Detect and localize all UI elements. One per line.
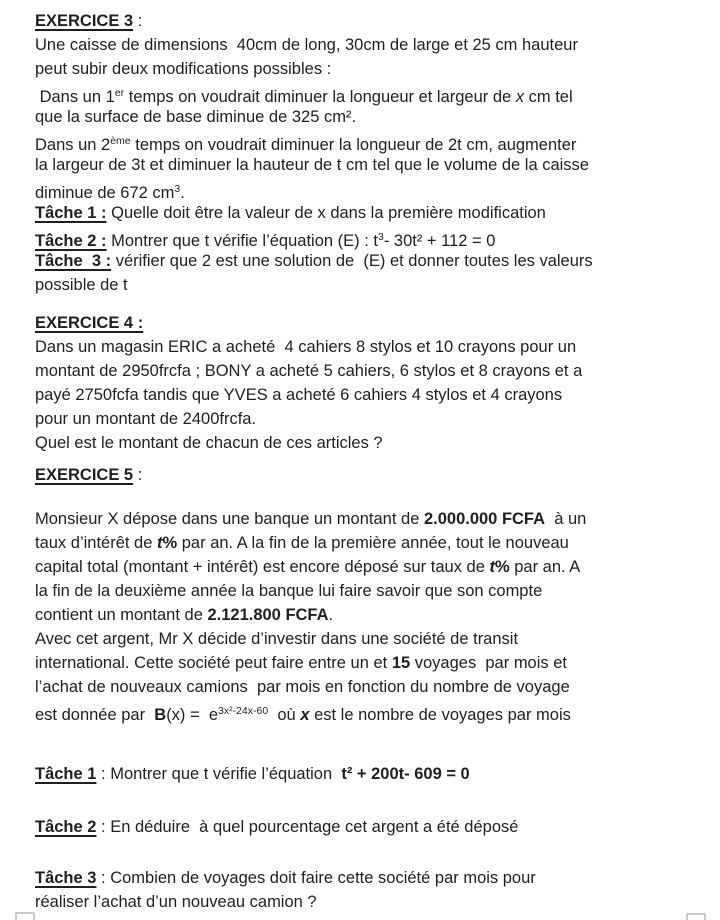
- text-segment: pour un montant de 2400frcfa.: [35, 410, 257, 428]
- exercice-4-heading: [35, 311, 714, 335]
- text-segment: .: [328, 606, 334, 624]
- text-segment: temps on voudrait diminuer la longueur et largeur de: [124, 88, 516, 106]
- text-segment: 3: [377, 231, 384, 243]
- text-segment: temps on voudrait diminuer la longueur de 2t cm, augmenter: [130, 136, 577, 154]
- text-segment: à un: [545, 510, 587, 528]
- text-segment: Tâche 2: [35, 818, 97, 836]
- text-segment: Monsieur X dépose dans une banque un montant de: [35, 510, 424, 528]
- body-line: [35, 81, 714, 105]
- text-segment: peut subir deux modifications possibles :: [35, 60, 332, 78]
- text-segment: - 30t² + 112 = 0: [383, 232, 496, 250]
- text-segment: cm tel: [524, 88, 573, 106]
- body-line: [35, 407, 714, 431]
- text-segment: la largeur de 3t et diminuer la hauteur de t cm tel que le volume de la caisse: [35, 156, 589, 174]
- exercice-4-section: [35, 311, 714, 455]
- text-segment: voyages par mois et: [410, 654, 567, 672]
- text-segment: est donnée par: [35, 706, 155, 724]
- text-segment: que la surface de base diminue de 325 cm².: [35, 108, 357, 126]
- body-line: [35, 699, 714, 723]
- text-segment: capital total (montant + intérêt) est encore déposé sur taux de: [35, 558, 490, 576]
- text-segment: vérifier que 2 est une solution de (E) et donner toutes les valeurs: [111, 252, 593, 270]
- text-segment: x: [515, 88, 525, 106]
- tache-1-line: [35, 201, 714, 225]
- text-segment: t² + 200t- 609 = 0: [341, 765, 470, 783]
- text-segment: .: [180, 184, 185, 202]
- text-segment: Dans un 2: [35, 136, 111, 154]
- body-line: [35, 383, 714, 407]
- body-line: [35, 531, 714, 555]
- next-page-box-artifact-left: [15, 912, 35, 920]
- exercice-5-heading: [35, 463, 714, 487]
- exercice-3-heading: [35, 9, 714, 33]
- text-segment: par an. A la fin de la première année, tout le nouveau: [177, 534, 569, 552]
- text-segment: Dans un magasin ERIC a acheté 4 cahiers 8 stylos et 10 crayons pour un: [35, 338, 577, 356]
- body-line: [35, 627, 714, 651]
- body-line: [35, 555, 714, 579]
- body-line: [35, 177, 714, 201]
- text-segment: où: [268, 706, 301, 724]
- text-segment: 3: [174, 183, 181, 195]
- body-line: [35, 153, 714, 177]
- text-segment: t: [489, 558, 495, 576]
- text-segment: %: [162, 534, 178, 552]
- body-line: [35, 129, 714, 153]
- body-line: [35, 603, 714, 627]
- text-segment: payé 2750fcfa tandis que YVES a acheté 6 cahiers 4 stylos et 4 crayons: [35, 386, 563, 404]
- text-segment: 15: [391, 654, 411, 672]
- text-segment: 2.121.800 FCFA: [207, 606, 329, 624]
- text-segment: EXERCICE 3: [35, 12, 134, 30]
- text-segment: er: [114, 87, 125, 99]
- tache-1-line: [35, 762, 714, 786]
- text-segment: B: [154, 706, 167, 724]
- text-segment: : Combien de voyages doit faire cette société par mois pour: [96, 869, 536, 887]
- tache-2-line: [35, 815, 714, 839]
- text-segment: : Montrer que t vérifie l’équation: [96, 765, 342, 783]
- body-line: [35, 359, 714, 383]
- text-segment: x: [300, 706, 310, 724]
- text-segment: contient un montant de: [35, 606, 208, 624]
- body-line: [35, 651, 714, 675]
- tache-3-line: [35, 249, 714, 273]
- body-line: [35, 335, 714, 359]
- text-segment: Dans un 1: [35, 88, 115, 106]
- text-segment: ème: [110, 135, 131, 147]
- text-segment: Quel est le montant de chacun de ces articles ?: [35, 434, 383, 452]
- text-segment: Quelle doit être la valeur de x dans la première modification: [106, 204, 546, 222]
- text-segment: %: [494, 558, 510, 576]
- text-segment: 3x²-24x-60: [218, 705, 269, 717]
- exercice-3-section: [35, 9, 714, 297]
- text-segment: international. Cette société peut faire entre un et: [35, 654, 392, 672]
- body-line: [35, 33, 714, 57]
- text-segment: :: [133, 466, 143, 484]
- text-segment: Tâche 2 :: [35, 232, 107, 250]
- text-segment: Tâche 3: [35, 869, 97, 887]
- body-line: [35, 57, 714, 81]
- text-segment: est le nombre de voyages par mois: [309, 706, 571, 724]
- body-line: [35, 507, 714, 531]
- body-line: [35, 431, 714, 455]
- tache-2-line: [35, 225, 714, 249]
- text-segment: réaliser l’achat d’un nouveau camion ?: [35, 893, 317, 911]
- body-line: [35, 675, 714, 699]
- text-segment: possible de t: [35, 276, 128, 294]
- text-segment: Une caisse de dimensions 40cm de long, 30cm de large et 25 cm hauteur: [35, 36, 578, 54]
- body-line: [35, 105, 714, 129]
- text-segment: EXERCICE 5: [35, 466, 134, 484]
- text-segment: taux d’intérêt de: [35, 534, 157, 552]
- text-segment: la fin de la deuxième année la banque lui faire savoir que son compte: [35, 582, 543, 600]
- text-segment: par an. A: [509, 558, 581, 576]
- text-segment: : En déduire à quel pourcentage cet argent a été déposé: [96, 818, 519, 836]
- text-segment: (x) = e: [166, 706, 218, 724]
- body-line: [35, 273, 714, 297]
- text-segment: EXERCICE 4 :: [35, 314, 144, 332]
- exercice-5-section: [35, 463, 714, 914]
- text-segment: l’achat de nouveaux camions par mois en fonction du nombre de voyage: [35, 678, 570, 696]
- text-segment: :: [133, 12, 143, 30]
- text-segment: Montrer que t vérifie l’équation (E) : t: [106, 232, 378, 250]
- next-page-box-artifact-right: [686, 913, 706, 920]
- text-segment: montant de 2950frcfa ; BONY a acheté 5 cahiers, 6 stylos et 8 crayons et a: [35, 362, 583, 380]
- text-segment: Avec cet argent, Mr X décide d’investir dans une société de transit: [35, 630, 519, 648]
- text-segment: 2.000.000 FCFA: [423, 510, 546, 528]
- text-segment: Tâche 1: [35, 765, 97, 783]
- tache-3-line: [35, 866, 714, 890]
- text-segment: diminue de 672 cm: [35, 184, 175, 202]
- text-segment: t: [157, 534, 163, 552]
- text-segment: Tâche 3 :: [35, 252, 112, 270]
- body-line: [35, 890, 714, 914]
- text-segment: Tâche 1 :: [35, 204, 107, 222]
- body-line: [35, 579, 714, 603]
